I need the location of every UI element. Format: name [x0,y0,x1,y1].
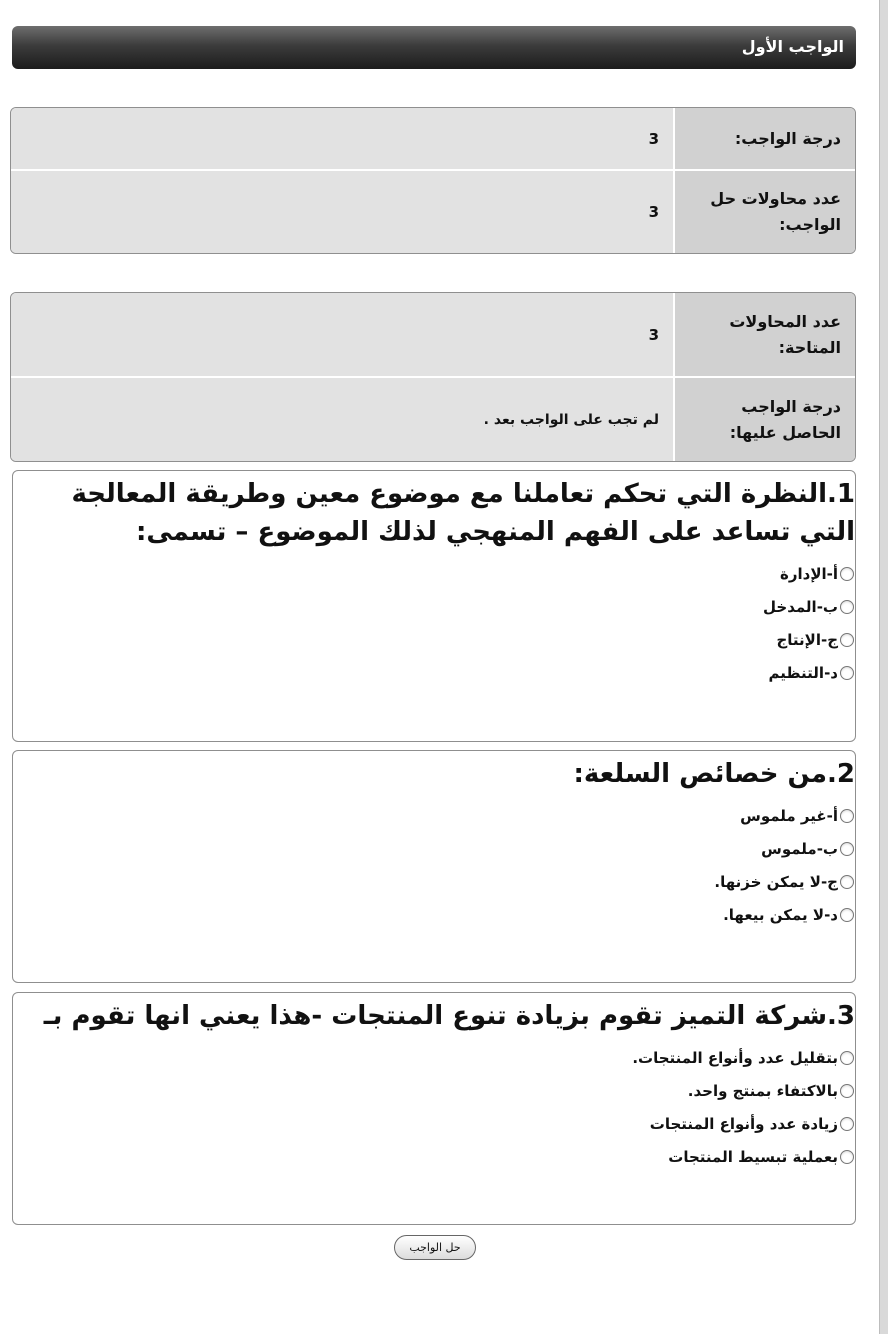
radio-button[interactable] [840,809,854,823]
info-label: درجة الواجب: [675,108,855,169]
answer-option[interactable] [23,865,855,898]
info-label: عدد محاولات حل الواجب: [675,171,855,253]
option-label: زيادة عدد وأنواع المنتجات [649,1114,838,1133]
option-label: أ-غير ملموس [740,806,838,825]
radio-button[interactable] [840,842,854,856]
radio-button[interactable] [840,908,854,922]
info-value: 3 [11,171,675,253]
radio-button[interactable] [840,875,854,889]
submit-assignment-button[interactable]: حل الواجب [394,1235,476,1260]
radio-button[interactable] [840,1150,854,1164]
answer-option[interactable] [23,590,855,623]
info-label: عدد المحاولات المتاحة: [675,293,855,376]
option-label: أ-الإدارة [779,564,838,583]
question-text: 1.النظرة التي تحكم تعاملنا مع موضوع معين وطريقة المعالجة التي تساعد على الفهم المنهجي لذلك الموضوع – تسمى: [71,479,855,547]
option-label: بتقليل عدد وأنواع المنتجات. [632,1048,838,1067]
answer-option[interactable] [23,832,855,865]
answer-options [23,557,855,689]
answer-option[interactable] [23,1041,855,1074]
option-label: ب-المدخل [763,597,838,616]
option-label: ج-لا يمكن خزنها. [714,872,838,891]
info-row [11,169,855,253]
answer-option[interactable] [23,656,855,689]
info-label: درجة الواجب الحاصل عليها: [675,378,855,461]
answer-option[interactable] [23,1140,855,1173]
info-value: 3 [11,293,675,376]
radio-button[interactable] [840,633,854,647]
page-title: الواجب الأول [12,26,856,69]
info-value: 3 [11,108,675,169]
info-row [11,376,855,461]
info-row [11,293,855,376]
question-text: 3.شركة التميز تقوم بزيادة تنوع المنتجات -هذا يعني انها تقوم بـ [43,1001,855,1031]
radio-button[interactable] [840,1117,854,1131]
answer-options [23,1041,855,1173]
option-label: ج-الإنتاج [776,630,838,649]
option-label: بالاكتفاء بمنتج واحد. [687,1081,838,1100]
radio-button[interactable] [840,1084,854,1098]
question-card [12,992,856,1225]
answer-option[interactable] [23,799,855,832]
answer-option[interactable] [23,1074,855,1107]
answer-option[interactable] [23,623,855,656]
option-label: ب-ملموس [761,839,838,858]
question-card [12,470,856,742]
option-label: د-التنظيم [768,663,838,682]
option-label: د-لا يمكن بيعها. [723,905,838,924]
radio-button[interactable] [840,567,854,581]
radio-button[interactable] [840,666,854,680]
answer-option[interactable] [23,557,855,590]
radio-button[interactable] [840,600,854,614]
page-scroll-rail [879,0,888,1334]
answer-option[interactable] [23,1107,855,1140]
radio-button[interactable] [840,1051,854,1065]
option-label: بعملية تبسيط المنتجات [668,1147,838,1166]
answer-option[interactable] [23,898,855,931]
info-value: لم تجب على الواجب بعد . [11,378,675,461]
info-row [11,108,855,169]
answer-options [23,799,855,931]
student-status-table [10,292,856,462]
assignment-info-table [10,107,856,254]
question-text: 2.من خصائص السلعة: [573,759,855,789]
question-card [12,750,856,983]
